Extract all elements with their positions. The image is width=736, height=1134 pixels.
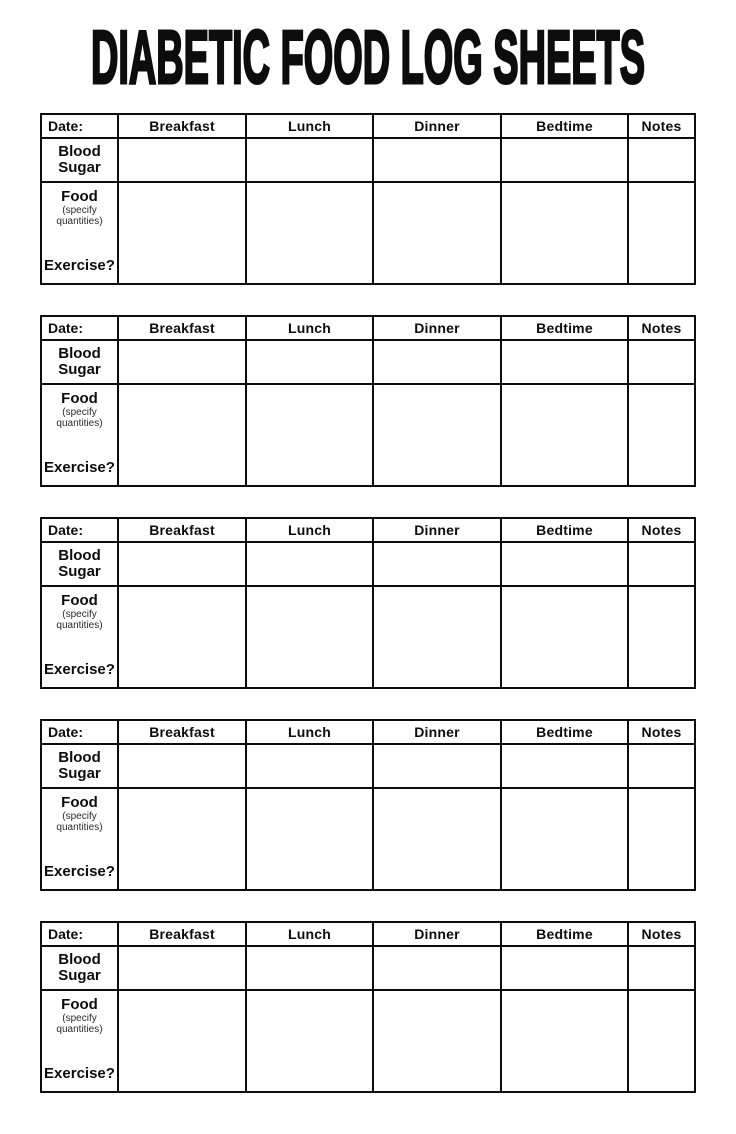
food-label-group <box>42 183 117 280</box>
row-label-blood-sugar: Blood Sugar <box>41 340 118 384</box>
entry-cell-food-dinner <box>373 586 501 688</box>
food-note: (specify quantities) <box>56 1013 103 1035</box>
log-table <box>40 315 696 487</box>
food-exercise-row <box>41 990 695 1092</box>
entry-cell-blood-sugar-breakfast <box>118 340 246 384</box>
row-label-food-exercise <box>41 182 118 284</box>
entry-cell-food-breakfast <box>118 384 246 486</box>
entry-cell-food-breakfast <box>118 990 246 1092</box>
column-header-breakfast: Breakfast <box>118 518 246 542</box>
entry-cell-food-lunch <box>246 990 373 1092</box>
food-exercise-row <box>41 586 695 688</box>
entry-cell-blood-sugar-dinner <box>373 946 501 990</box>
column-header-dinner: Dinner <box>373 922 501 946</box>
page-title: DIABETIC FOOD LOG SHEETS <box>91 15 645 99</box>
entry-cell-food-dinner <box>373 182 501 284</box>
entry-cell-blood-sugar-dinner <box>373 340 501 384</box>
header-row <box>41 922 695 946</box>
entry-cell-food-bedtime <box>501 384 628 486</box>
food-label: Food <box>61 390 98 407</box>
exercise-label: Exercise? <box>44 863 115 880</box>
entry-cell-blood-sugar-bedtime <box>501 744 628 788</box>
column-header-notes: Notes <box>628 922 695 946</box>
row-label-blood-sugar: Blood Sugar <box>41 744 118 788</box>
date-label: Date: <box>41 316 118 340</box>
column-header-dinner: Dinner <box>373 518 501 542</box>
column-header-dinner: Dinner <box>373 114 501 138</box>
exercise-label: Exercise? <box>44 1065 115 1082</box>
log-sheet-block <box>40 719 736 891</box>
title-graphic <box>0 0 736 113</box>
entry-cell-blood-sugar-notes <box>628 340 695 384</box>
food-label: Food <box>61 794 98 811</box>
blood-sugar-row <box>41 744 695 788</box>
row-label-food-exercise <box>41 788 118 890</box>
entry-cell-food-bedtime <box>501 182 628 284</box>
header-row <box>41 114 695 138</box>
entry-cell-blood-sugar-bedtime <box>501 946 628 990</box>
food-note: (specify quantities) <box>56 205 103 227</box>
entry-cell-blood-sugar-lunch <box>246 946 373 990</box>
column-header-breakfast: Breakfast <box>118 922 246 946</box>
column-header-notes: Notes <box>628 114 695 138</box>
entry-cell-blood-sugar-notes <box>628 946 695 990</box>
date-label: Date: <box>41 720 118 744</box>
header-row <box>41 316 695 340</box>
log-sheet-block <box>40 113 736 285</box>
food-note: (specify quantities) <box>56 811 103 833</box>
entry-cell-food-notes <box>628 182 695 284</box>
entry-cell-blood-sugar-notes <box>628 744 695 788</box>
column-header-breakfast: Breakfast <box>118 316 246 340</box>
column-header-notes: Notes <box>628 720 695 744</box>
entry-cell-blood-sugar-lunch <box>246 542 373 586</box>
entry-cell-food-bedtime <box>501 586 628 688</box>
food-label: Food <box>61 996 98 1013</box>
entry-cell-food-notes <box>628 586 695 688</box>
blood-sugar-row <box>41 138 695 182</box>
row-label-food-exercise <box>41 586 118 688</box>
blood-sugar-row <box>41 542 695 586</box>
row-label-blood-sugar: Blood Sugar <box>41 946 118 990</box>
entry-cell-blood-sugar-notes <box>628 542 695 586</box>
column-header-bedtime: Bedtime <box>501 922 628 946</box>
entry-cell-food-notes <box>628 384 695 486</box>
entry-cell-blood-sugar-breakfast <box>118 946 246 990</box>
entry-cell-blood-sugar-dinner <box>373 542 501 586</box>
entry-cell-food-lunch <box>246 182 373 284</box>
entry-cell-blood-sugar-notes <box>628 138 695 182</box>
entry-cell-blood-sugar-breakfast <box>118 744 246 788</box>
entry-cell-blood-sugar-lunch <box>246 744 373 788</box>
column-header-notes: Notes <box>628 518 695 542</box>
food-note: (specify quantities) <box>56 407 103 429</box>
entry-cell-food-breakfast <box>118 586 246 688</box>
entry-cell-blood-sugar-lunch <box>246 340 373 384</box>
entry-cell-food-notes <box>628 788 695 890</box>
column-header-lunch: Lunch <box>246 720 373 744</box>
log-table <box>40 719 696 891</box>
date-label: Date: <box>41 922 118 946</box>
entry-cell-food-dinner <box>373 788 501 890</box>
column-header-lunch: Lunch <box>246 316 373 340</box>
blood-sugar-row <box>41 946 695 990</box>
food-exercise-row <box>41 182 695 284</box>
row-label-blood-sugar: Blood Sugar <box>41 542 118 586</box>
date-label: Date: <box>41 114 118 138</box>
column-header-dinner: Dinner <box>373 720 501 744</box>
row-label-blood-sugar: Blood Sugar <box>41 138 118 182</box>
entry-cell-food-bedtime <box>501 990 628 1092</box>
food-label: Food <box>61 592 98 609</box>
entry-cell-food-lunch <box>246 586 373 688</box>
row-label-food-exercise <box>41 384 118 486</box>
food-label-group <box>42 991 117 1088</box>
column-header-breakfast: Breakfast <box>118 114 246 138</box>
log-table <box>40 113 696 285</box>
entry-cell-blood-sugar-bedtime <box>501 138 628 182</box>
food-exercise-row <box>41 788 695 890</box>
exercise-label: Exercise? <box>44 459 115 476</box>
food-note: (specify quantities) <box>56 609 103 631</box>
column-header-bedtime: Bedtime <box>501 114 628 138</box>
blood-sugar-row <box>41 340 695 384</box>
entry-cell-blood-sugar-dinner <box>373 744 501 788</box>
column-header-lunch: Lunch <box>246 518 373 542</box>
header-row <box>41 518 695 542</box>
food-label-group <box>42 789 117 886</box>
entry-cell-food-dinner <box>373 990 501 1092</box>
log-sheet-block <box>40 517 736 689</box>
food-label: Food <box>61 188 98 205</box>
entry-cell-food-breakfast <box>118 788 246 890</box>
log-sheet-block <box>40 315 736 487</box>
log-sheets <box>0 113 736 1093</box>
column-header-notes: Notes <box>628 316 695 340</box>
row-label-food-exercise <box>41 990 118 1092</box>
entry-cell-blood-sugar-bedtime <box>501 340 628 384</box>
entry-cell-blood-sugar-dinner <box>373 138 501 182</box>
column-header-lunch: Lunch <box>246 922 373 946</box>
date-label: Date: <box>41 518 118 542</box>
log-table <box>40 517 696 689</box>
exercise-label: Exercise? <box>44 661 115 678</box>
entry-cell-blood-sugar-breakfast <box>118 138 246 182</box>
column-header-lunch: Lunch <box>246 114 373 138</box>
entry-cell-food-notes <box>628 990 695 1092</box>
food-label-group <box>42 385 117 482</box>
entry-cell-blood-sugar-lunch <box>246 138 373 182</box>
header-row <box>41 720 695 744</box>
column-header-bedtime: Bedtime <box>501 316 628 340</box>
entry-cell-food-lunch <box>246 384 373 486</box>
column-header-bedtime: Bedtime <box>501 720 628 744</box>
column-header-breakfast: Breakfast <box>118 720 246 744</box>
entry-cell-food-breakfast <box>118 182 246 284</box>
entry-cell-food-bedtime <box>501 788 628 890</box>
log-sheet-block <box>40 921 736 1093</box>
log-table <box>40 921 696 1093</box>
entry-cell-blood-sugar-bedtime <box>501 542 628 586</box>
entry-cell-food-lunch <box>246 788 373 890</box>
entry-cell-food-dinner <box>373 384 501 486</box>
food-label-group <box>42 587 117 684</box>
column-header-bedtime: Bedtime <box>501 518 628 542</box>
food-exercise-row <box>41 384 695 486</box>
exercise-label: Exercise? <box>44 257 115 274</box>
column-header-dinner: Dinner <box>373 316 501 340</box>
entry-cell-blood-sugar-breakfast <box>118 542 246 586</box>
page-header <box>0 0 736 113</box>
